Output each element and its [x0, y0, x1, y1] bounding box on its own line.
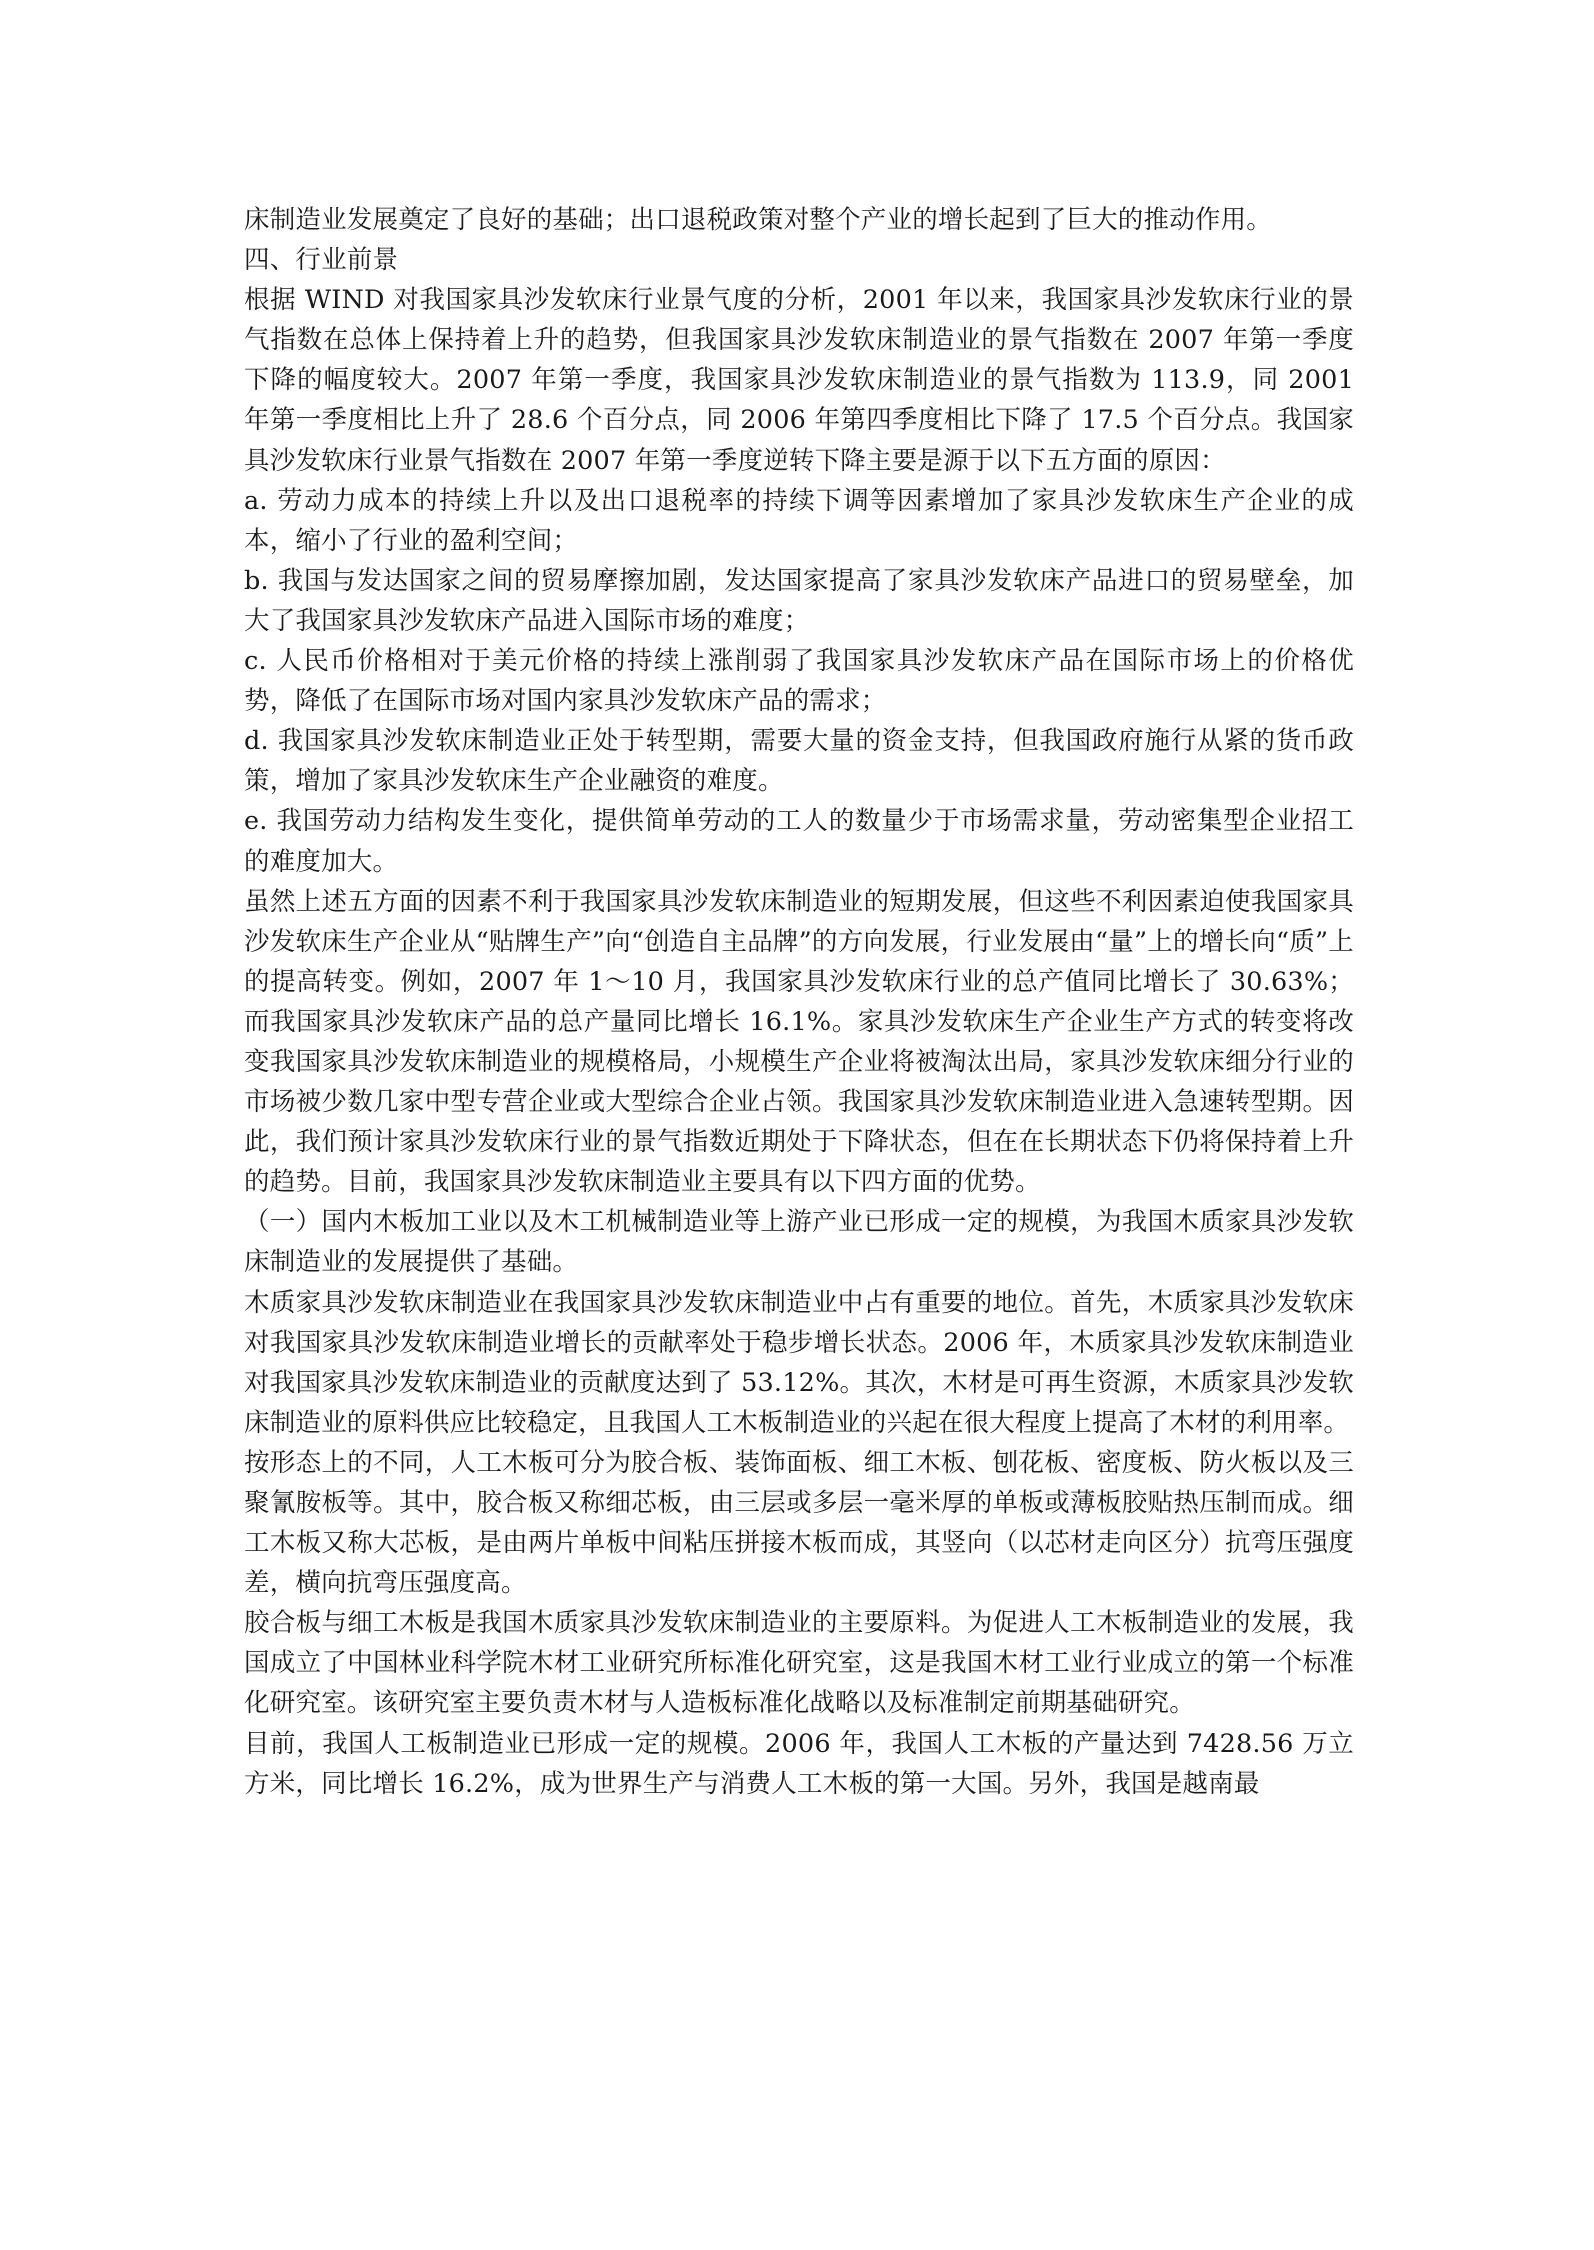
paragraph-wood-furniture: 木质家具沙发软床制造业在我国家具沙发软床制造业中占有重要的地位。首先，木质家具沙发软床对我国家具沙发软床制造业增长的贡献率处于稳步增长状态。2006 年，木质家具沙发软床制造业对我国家具沙发软床制造业的贡献度达到了 53.12%。其次，木材是可再生资源，木质家具沙发软床制造业的原料供应比较稳定，且我国人工木板制造业的兴起在很大程度上提高了木材的利用率。: [244, 1287, 1354, 1438]
reason-item-d: d. 我国家具沙发软床制造业正处于转型期，需要大量的资金支持，但我国政府施行从紧的货币政策，增加了家具沙发软床生产企业融资的难度。: [244, 726, 1354, 797]
paragraph-wind-analysis: 根据 WIND 对我国家具沙发软床行业景气度的分析，2001 年以来，我国家具沙发软床行业的景气指数在总体上保持着上升的趋势，但我国家具沙发软床制造业的景气指数在 2007 年第一季度下降的幅度较大。2007 年第一季度，我国家具沙发软床制造业的景气指数为 113.9，同 2001 年第一季度相比上升了 28.6 个百分点，同 2006 年第四季度相比下降了 17.5 个百分点。我国家具沙发软床行业景气指数在 2007 年第一季度逆转下降主要是源于以下五方面的原因：: [244, 285, 1354, 476]
paragraph-board-types: 按形态上的不同，人工木板可分为胶合板、装饰面板、细工木板、刨花板、密度板、防火板以及三聚氰胺板等。其中，胶合板又称细芯板，由三层或多层一毫米厚的单板或薄板胶贴热压制而成。细工木板又称大芯板，是由两片单板中间粘压拼接木板而成，其竖向（以芯材走向区分）抗弯压强度差，横向抗弯压强度高。: [244, 1447, 1354, 1599]
document-page: [244, 200, 1354, 1804]
reason-item-b: b. 我国与发达国家之间的贸易摩擦加剧，发达国家提高了家具沙发软床产品进口的贸易壁垒，加大了我国家具沙发软床产品进入国际市场的难度；: [244, 565, 1354, 636]
reason-item-c: c. 人民币价格相对于美元价格的持续上涨削弱了我国家具沙发软床产品在国际市场上的价格优势，降低了在国际市场对国内家具沙发软床产品的需求；: [244, 646, 1354, 717]
paragraph-transformation: 虽然上述五方面的因素不利于我国家具沙发软床制造业的短期发展，但这些不利因素迫使我国家具沙发软床生产企业从“贴牌生产”向“创造自主品牌”的方向发展，行业发展由“量”上的增长向“质”上的提高转变。例如，2007 年 1～10 月，我国家具沙发软床行业的总产值同比增长了 30.63%；而我国家具沙发软床产品的总产量同比增长 16.1%。家具沙发软床生产企业生产方式的转变将改变我国家具沙发软床制造业的规模格局，小规模生产企业将被淘汰出局，家具沙发软床细分行业的市场被少数几家中型专营企业或大型综合企业占领。我国家具沙发软床制造业进入急速转型期。因此，我们预计家具沙发软床行业的景气指数近期处于下降状态，但在在长期状态下仍将保持着上升的趋势。目前，我国家具沙发软床制造业主要具有以下四方面的优势。: [244, 886, 1354, 1198]
subheading-advantage-one: （一）国内木板加工业以及木工机械制造业等上游产业已形成一定的规模，为我国木质家具沙发软床制造业的发展提供了基础。: [244, 1207, 1354, 1278]
reason-item-e: e. 我国劳动力结构发生变化，提供简单劳动的工人的数量少于市场需求量，劳动密集型企业招工的难度加大。: [244, 806, 1354, 877]
reason-item-a: a. 劳动力成本的持续上升以及出口退税率的持续下调等因素增加了家具沙发软床生产企业的成本，缩小了行业的盈利空间；: [244, 485, 1354, 556]
paragraph-standards-lab: 胶合板与细工木板是我国木质家具沙发软床制造业的主要原料。为促进人工木板制造业的发展，我国成立了中国林业科学院木材工业研究所标准化研究室，这是我国木材工业行业成立的第一个标准化研究室。该研究室主要负责木材与人造板标准化战略以及标准制定前期基础研究。: [244, 1608, 1354, 1719]
paragraph-continuation: 床制造业发展奠定了良好的基础；出口退税政策对整个产业的增长起到了巨大的推动作用。: [244, 205, 1273, 235]
section-heading-industry-outlook: 四、行业前景: [244, 245, 399, 276]
paragraph-production-scale: 目前，我国人工板制造业已形成一定的规模。2006 年，我国人工木板的产量达到 7428.56 万立方米，同比增长 16.2%，成为世界生产与消费人工木板的第一大国。另外，我国是越南最: [244, 1728, 1354, 1799]
